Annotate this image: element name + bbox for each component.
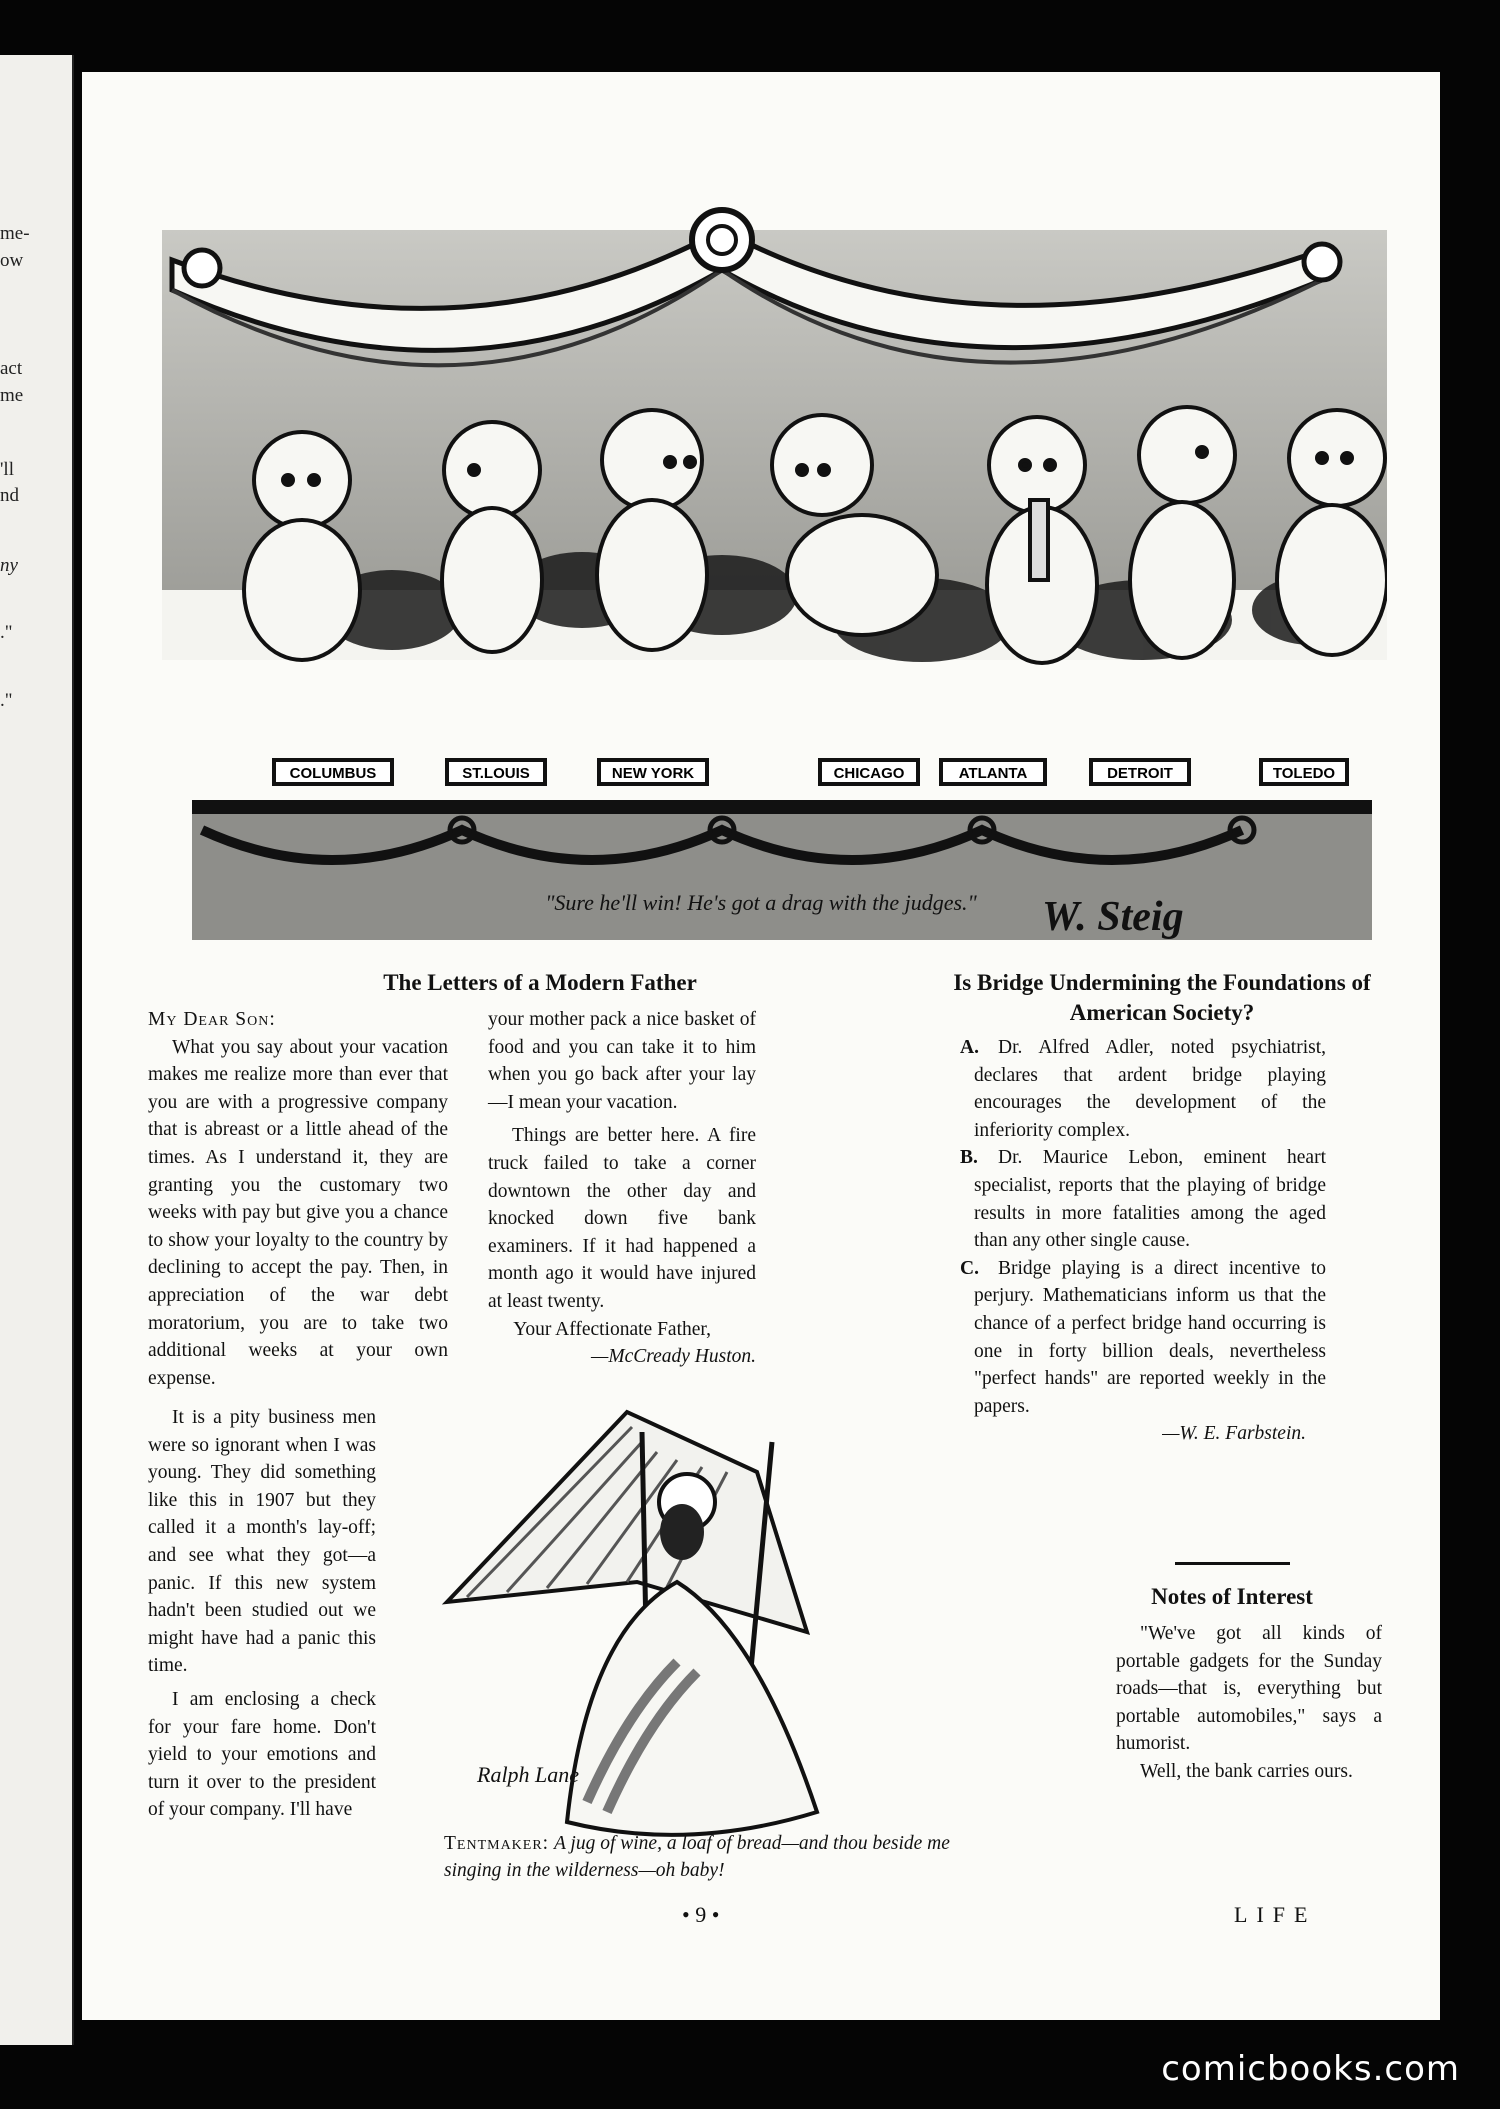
left-fragment: me-: [0, 223, 30, 244]
city-labels: [274, 760, 1347, 784]
bridge-items: [936, 1034, 1326, 1448]
paragraph: What you say about your vacation makes me realize more than ever that you are with a progressive company that is abreast or a little ahead of the times. As I understand it, they are granting you the customary two weeks with pay but give you a chance to show your loyalty to the country by declining to accept the pay. Then, in appreciation of the war debt moratorium, you are to take two additional weeks at your own expense.: [148, 1036, 448, 1389]
baby-figure: [987, 417, 1097, 663]
notes-column: [1116, 1620, 1382, 1786]
item-text: Bridge playing is a direct incentive to perjury. Mathematicians inform us that the chance of a perfect bridge hand occurring is one in forty billion deals, nevertheless "perfect hands" are reported weekly in the papers.: [974, 1257, 1326, 1417]
divider-rule: [1175, 1562, 1290, 1565]
item-text: Dr. Alfred Adler, noted psychiatrist, declares that ardent bridge playing encourages the development of the inferiority complex.: [974, 1037, 1326, 1141]
item-letter: A.: [960, 1037, 979, 1058]
magazine-name: LIFE: [1234, 1902, 1317, 1927]
baby-figure: [442, 422, 542, 652]
city-label: NEW YORK: [611, 765, 695, 782]
left-fragment: act: [0, 358, 23, 379]
paragraph: Things are better here. A fire truck failed to take a corner downtown the other day and knocked down five bank examiners. If it had happened a month ago it would have injured at least twenty.: [488, 1125, 756, 1312]
bridge-item: [936, 1255, 1326, 1421]
paragraph: "We've got all kinds of portable gadgets for the Sunday roads—that is, everything but portable automobiles," says a humorist.: [1116, 1623, 1382, 1755]
city-label: COLUMBUS: [289, 765, 377, 782]
facing-page-edge: [0, 55, 74, 2045]
city-label: DETROIT: [1107, 765, 1173, 782]
caption-label: Tentmaker:: [444, 1833, 550, 1854]
bridge-author: —W. E. Farbstein.: [1162, 1423, 1306, 1445]
salutation: My Dear Son:: [148, 1009, 276, 1030]
baby-figure: [597, 410, 707, 650]
magazine-page: [82, 72, 1440, 2020]
baby-figure: [1130, 407, 1235, 658]
artist-signature: Ralph Lane: [477, 1762, 580, 1787]
tentmaker-cartoon: [427, 1382, 847, 1882]
item-letter: C.: [960, 1257, 979, 1279]
left-fragment: .": [0, 690, 13, 711]
left-fragment: .": [0, 622, 13, 643]
bridge-item: [936, 1034, 1326, 1144]
bridge-title: Is Bridge Undermining the Foundations of American Society?: [953, 970, 1371, 1025]
letters-column-2: [488, 1006, 756, 1371]
letters-column-1-narrow: [148, 1404, 376, 1824]
tentmaker-caption: [444, 1830, 1004, 1884]
page-number: • 9 •: [682, 1902, 720, 1927]
artist-signature: W. Steig: [1042, 894, 1184, 940]
left-fragment: me: [0, 385, 24, 406]
stage-front: [192, 800, 1372, 940]
paragraph: I am enclosing a check for your fare home. Don't yield to your emotions and turn it over to the president of your company. I'll have: [148, 1688, 376, 1821]
left-fragment: ny: [0, 555, 18, 576]
bridge-item: [936, 1144, 1326, 1254]
baby-figure: [1277, 410, 1387, 655]
item-letter: B.: [960, 1147, 978, 1169]
item-text: Dr. Maurice Lebon, eminent heart specialist, reports that the playing of bridge results in more fatalities among the aged than any other single cause.: [974, 1147, 1326, 1252]
baby-figure: [244, 432, 360, 660]
left-fragment: ow: [0, 250, 24, 271]
rosette: [692, 210, 752, 270]
paragraph: your mother pack a nice basket of food and you can take it to him when you go back after your lay—I mean your vacation.: [488, 1009, 756, 1113]
left-fragment: 'll: [0, 459, 14, 480]
paragraph: Well, the bank carries ours.: [1140, 1760, 1353, 1782]
city-label: TOLEDO: [1272, 765, 1336, 782]
closing: Your Affectionate Father,: [513, 1318, 711, 1340]
baby-contest-cartoon: [162, 190, 1387, 960]
city-label: ATLANTA: [958, 765, 1028, 782]
watermark: comicbooks.com: [1161, 2049, 1460, 2089]
cartoon-caption: "Sure he'll win! He's got a drag with the judges.": [545, 890, 977, 915]
paragraph: It is a pity business men were so ignorant when I was young. They did something like this in 1907 but they called it a month's lay-off; and see what they got—a panic. If this new system hadn't been studied out we might have had a panic this time.: [148, 1407, 376, 1677]
city-label: CHICAGO: [833, 765, 905, 782]
city-label: ST.LOUIS: [462, 765, 530, 782]
caption-text: A jug of wine, a loaf of bread—and thou beside me singing in the wilderness—oh baby!: [444, 1833, 950, 1881]
letter-author: —McCready Huston.: [590, 1346, 756, 1368]
left-fragment: nd: [0, 485, 19, 506]
letters-title: The Letters of a Modern Father: [383, 970, 697, 995]
notes-title: Notes of Interest: [1151, 1584, 1313, 1609]
tent: [447, 1412, 807, 1632]
letters-column-1: [148, 1006, 448, 1392]
